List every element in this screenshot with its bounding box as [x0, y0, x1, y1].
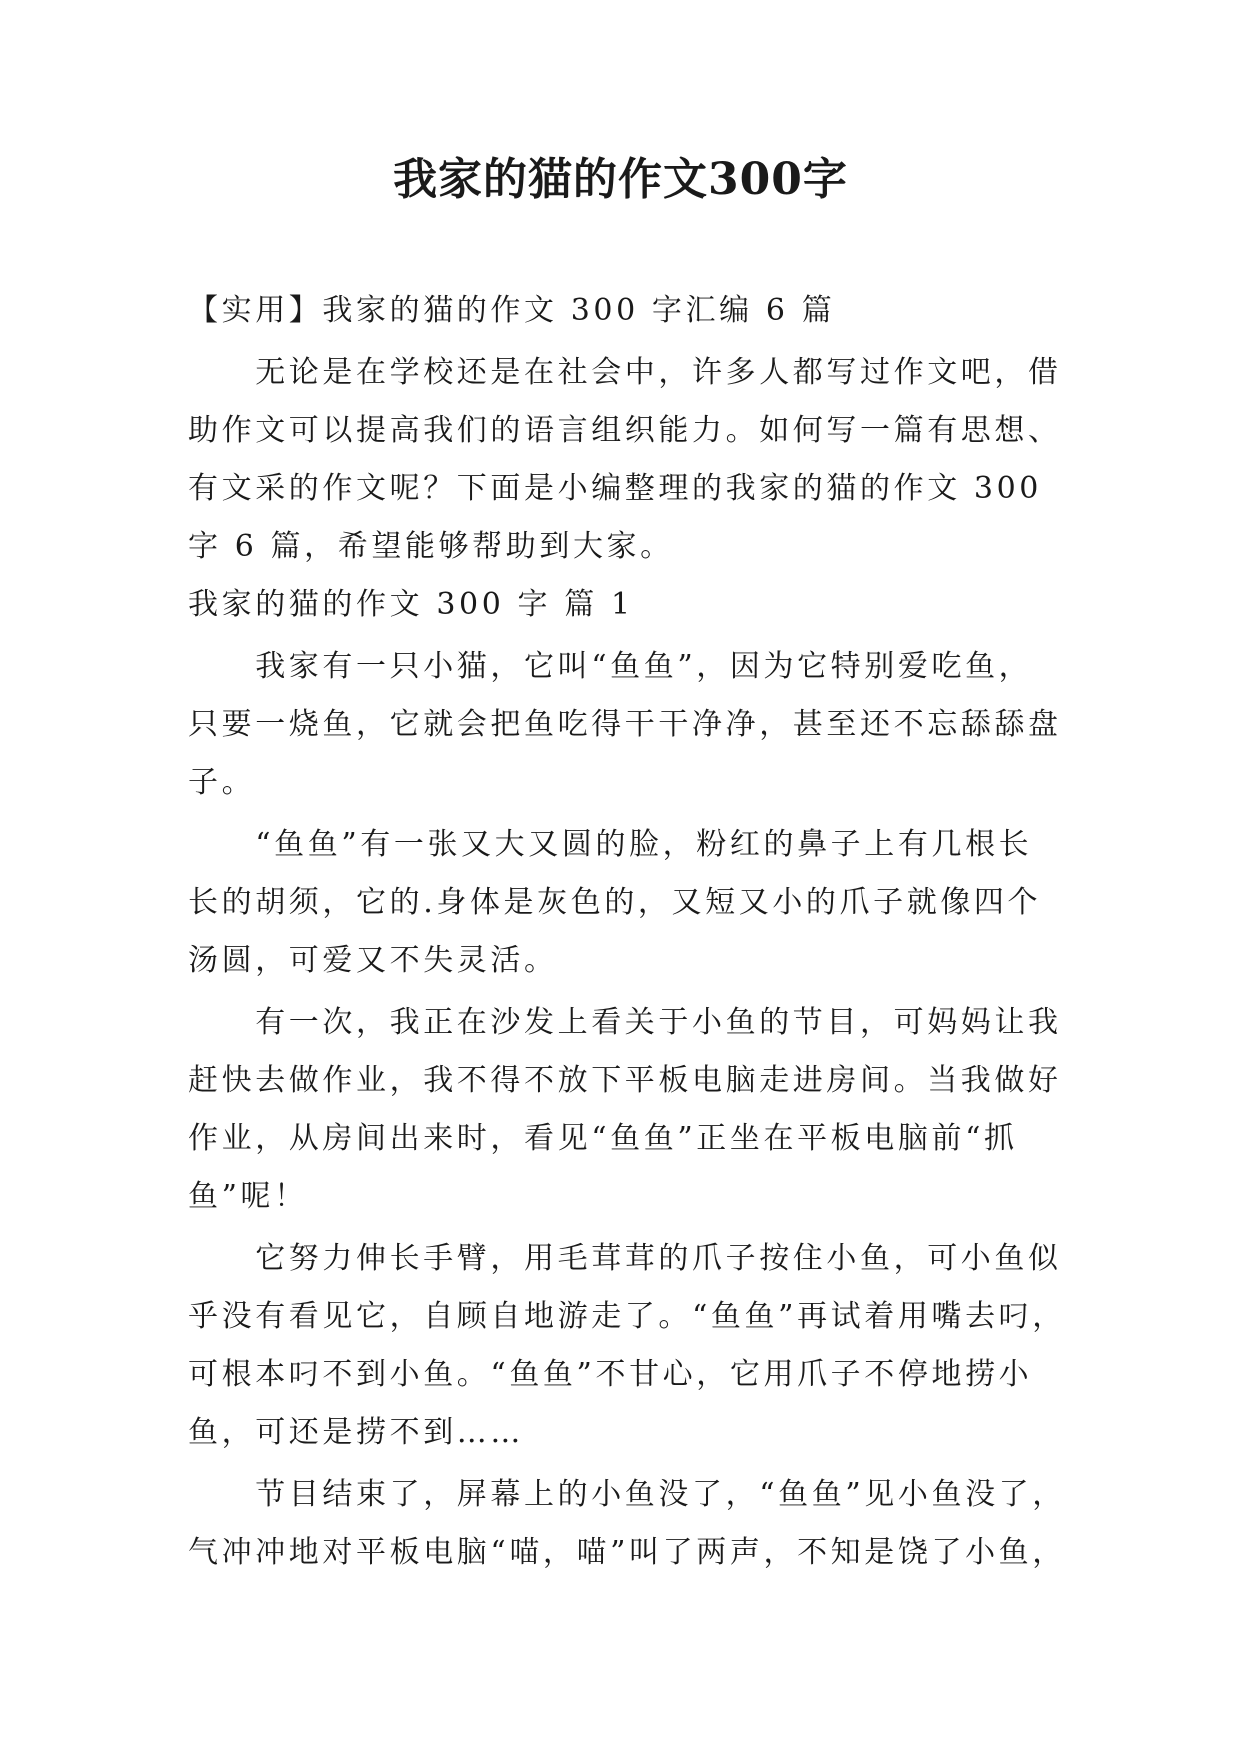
- intro-paragraph-line: 助作文可以提高我们的语言组织能力。如何写一篇有思想、: [188, 413, 1062, 448]
- paragraph-line: 气冲冲地对平板电脑“喵，喵”叫了两声，不知是饶了小鱼，: [188, 1535, 1066, 1570]
- paragraph-line: 乎没有看见它，自顾自地游走了。“鱼鱼”再试着用嘴去叼，: [188, 1299, 1066, 1334]
- intro-paragraph-line: 有文采的作文呢？下面是小编整理的我家的猫的作文 300: [188, 471, 1042, 506]
- section-heading: 我家的猫的作文 300 字 篇 1: [188, 587, 634, 622]
- paragraph-line: 汤圆，可爱又不失灵活。: [188, 943, 558, 978]
- paragraph-line: 只要一烧鱼，它就会把鱼吃得干干净净，甚至还不忘舔舔盘: [188, 707, 1062, 742]
- paragraph-line: “鱼鱼”有一张又大又圆的脸，粉红的鼻子上有几根长: [188, 827, 1033, 862]
- intro-paragraph-line: 字 6 篇，希望能够帮助到大家。: [188, 529, 674, 564]
- subtitle-line: 【实用】我家的猫的作文 300 字汇编 6 篇: [188, 293, 836, 328]
- paragraph-line: 有一次，我正在沙发上看关于小鱼的节目，可妈妈让我: [188, 1005, 1062, 1040]
- paragraph-line: 它努力伸长手臂，用毛茸茸的爪子按住小鱼，可小鱼似: [188, 1241, 1062, 1276]
- document-body: [188, 282, 1066, 1582]
- paragraph-line: 长的胡须，它的.身体是灰色的，又短又小的爪子就像四个: [188, 885, 1042, 920]
- paragraph-line: 可根本叼不到小鱼。“鱼鱼”不甘心，它用爪子不停地捞小: [188, 1357, 1033, 1392]
- paragraph-line: 鱼，可还是捞不到……: [188, 1415, 524, 1450]
- paragraph-line: 鱼”呢！: [188, 1179, 308, 1214]
- document-title: 我家的猫的作文300字: [393, 154, 848, 205]
- paragraph-line: 我家有一只小猫，它叫“鱼鱼”，因为它特别爱吃鱼，: [188, 649, 1033, 684]
- paragraph-line: 作业，从房间出来时，看见“鱼鱼”正坐在平板电脑前“抓: [188, 1121, 1018, 1156]
- paragraph-line: 赶快去做作业，我不得不放下平板电脑走进房间。当我做好: [188, 1063, 1062, 1098]
- paragraph-line: 子。: [188, 765, 256, 800]
- paragraph-line: 节目结束了，屏幕上的小鱼没了，“鱼鱼”见小鱼没了，: [188, 1477, 1066, 1512]
- intro-paragraph-line: 无论是在学校还是在社会中，许多人都写过作文吧，借: [188, 355, 1062, 390]
